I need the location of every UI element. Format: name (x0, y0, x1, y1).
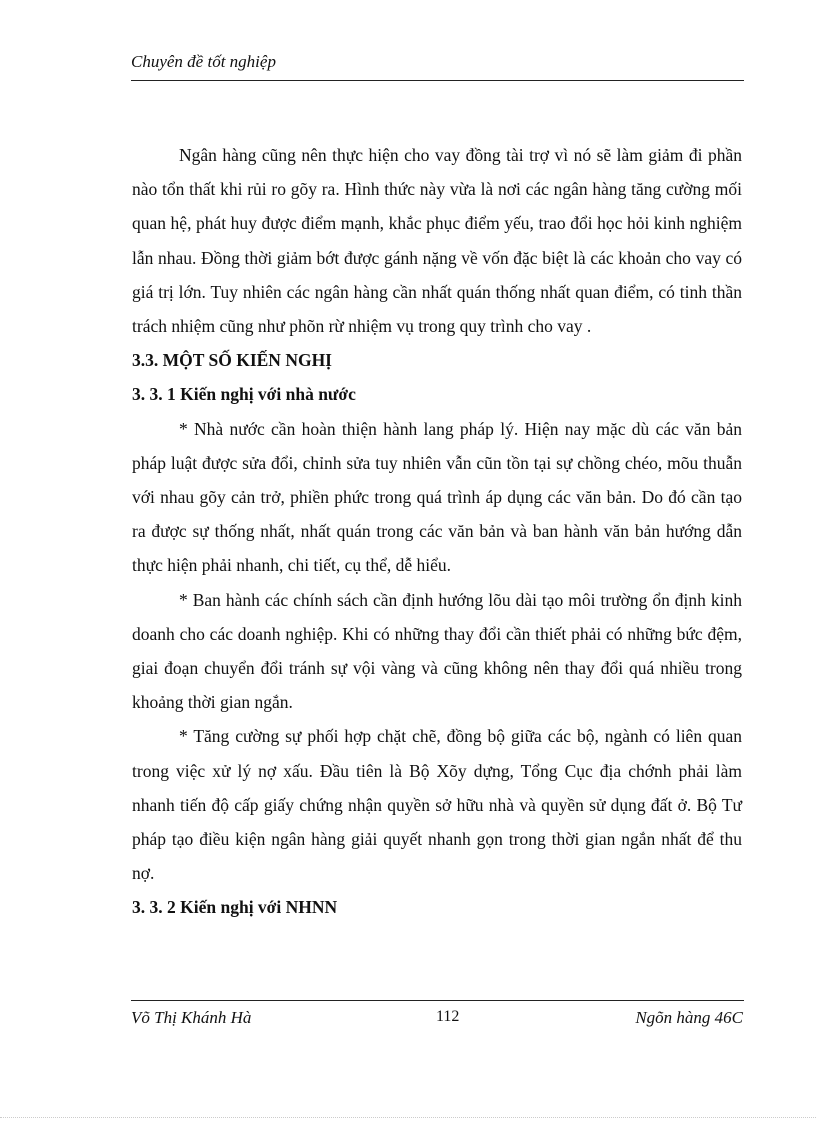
paragraph-policy: * Ban hành các chính sách cần định hướng lõu dài tạo môi trường ổn định kinh doanh cho các doanh nghiệp. Khi có những thay đổi cần thiết phải có những bức đệm, giai đoạn chuyển đổi tránh sự vội vàng và cũng không nên thay đổi quá nhiều trong khoảng thời gian ngắn. (132, 589, 742, 713)
subsection-heading-sbv: 3. 3. 2 Kiến nghị với NHNN (132, 897, 338, 918)
header-title: Chuyên đề tốt nghiệp (131, 52, 276, 71)
paragraph-legal-framework: * Nhà nước cần hoàn thiện hành lang pháp lý. Hiện nay mặc dù các văn bản pháp luật được sửa đổi, chỉnh sửa tuy nhiên vẫn cũn tồn tại sự chồng chéo, mõu thuẫn với nhau gõy cản trở, phiền phức trong quá trình áp dụng các văn bản. Do đó cần tạo ra được sự thống nhất, nhất quán trong các văn bản và ban hành văn bản hướng dẫn thực hiện phải nhanh, chi tiết, cụ thể, dễ hiểu. (132, 418, 742, 576)
footer-divider (131, 1000, 744, 1001)
subsection-heading-state: 3. 3. 1 Kiến nghị với nhà nước (132, 384, 356, 405)
page-number: 112 (436, 1008, 460, 1025)
footer-class: Ngõn hàng 46C (635, 1008, 743, 1027)
footer-author: Võ Thị Khánh Hà (131, 1008, 252, 1027)
header-divider (131, 80, 744, 81)
page-bottom-border (0, 1117, 816, 1118)
section-heading: 3.3. MỘT SỐ KIẾN NGHỊ (132, 350, 332, 371)
paragraph-coordination: * Tăng cường sự phối hợp chặt chẽ, đồng bộ giữa các bộ, ngành có liên quan trong việc xử lý nợ xấu. Đầu tiên là Bộ Xõy dựng, Tổng Cục địa chớnh phải làm nhanh tiến độ cấp giấy chứng nhận quyền sở hữu nhà và quyền sử dụng đất ở. Bộ Tư pháp tạo điều kiện ngân hàng giải quyết nhanh gọn trong thời gian ngắn nhất để thu nợ. (132, 726, 742, 884)
paragraph-cofinancing: Ngân hàng cũng nên thực hiện cho vay đồng tài trợ vì nó sẽ làm giảm đi phần nào tổn thất khi rủi ro gõy ra. Hình thức này vừa là nơi các ngân hàng tăng cường mối quan hệ, phát huy được điểm mạnh, khắc phục điểm yếu, trao đổi học hỏi kinh nghiệm lẫn nhau. Đồng thời giảm bớt được gánh nặng về vốn đặc biệt là các khoản cho vay có giá trị lớn. Tuy nhiên các ngân hàng cần nhất quán thống nhất quan điểm, có tinh thần trách nhiệm cũng như phõn rừ nhiệm vụ trong quy trình cho vay . (132, 145, 742, 337)
document-body (132, 138, 742, 925)
